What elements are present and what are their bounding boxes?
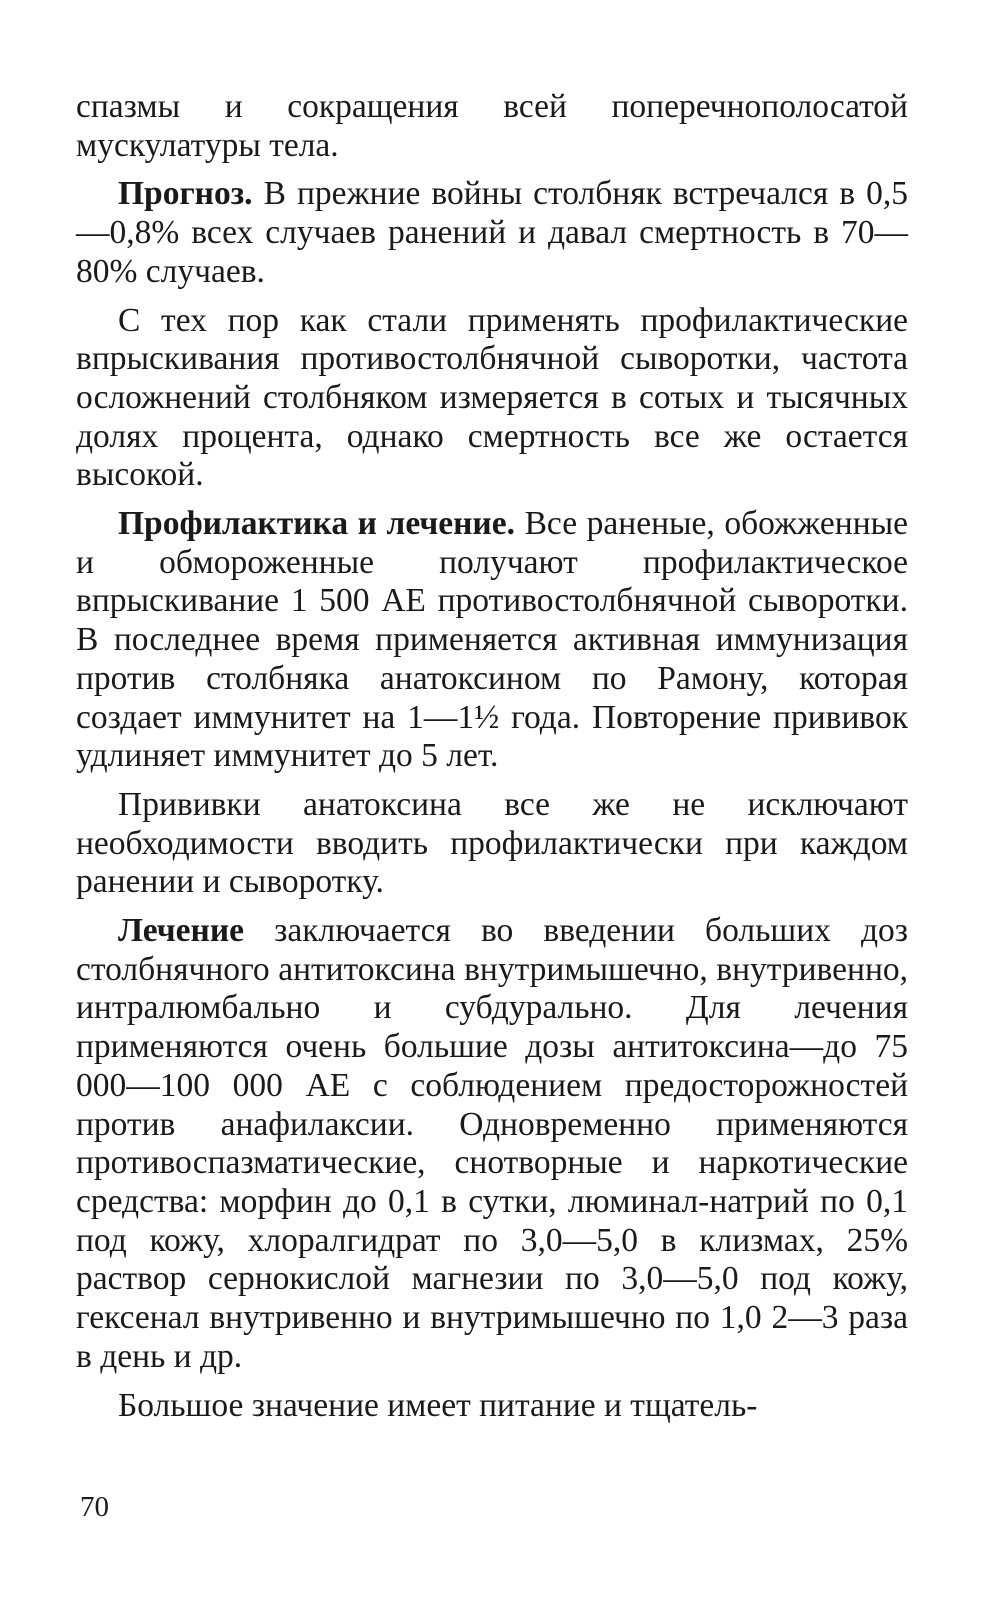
treatment-heading: Лечение xyxy=(118,912,245,950)
paragraph-treatment xyxy=(76,912,908,1376)
paragraph-prophylaxis xyxy=(76,505,908,776)
paragraph-spasms xyxy=(76,88,908,165)
prophylaxis-heading: Профилактика и лечение. xyxy=(118,505,515,543)
paragraph-vaccinations xyxy=(76,786,908,902)
paragraph-spasms-text: спазмы и сокращения всей поперечнополосатой мускулатуры тела. xyxy=(76,88,908,164)
paragraph-vaccinations-text: Прививки анатоксина все же не исключают необходимости вводить профилактически при каждом ранении и сыворотку. xyxy=(76,785,908,901)
paragraph-nutrition xyxy=(76,1387,908,1426)
paragraph-prognosis xyxy=(76,175,908,291)
prophylaxis-text: Все раненые, обожженные и обмороженные получают профилактическое впрыскивание 1 500 АЕ противостолбнячной сыворотки. В последнее время применяется активная иммунизация против столбняка анатоксином по Рамону, которая создает иммунитет на 1—1½ года. Повторение прививок удлиняет иммунитет до 5 лет. xyxy=(76,505,908,775)
paragraph-since-then xyxy=(76,302,908,496)
page-number: 70 xyxy=(80,1491,109,1523)
paragraph-nutrition-text: Большое значение имеет питание и тщатель- xyxy=(118,1386,758,1424)
prognosis-heading: Прогноз. xyxy=(118,175,253,213)
prognosis-text: В прежние войны столбняк встречался в 0,5—0,8% всех случаев ранений и давал смертность в 70—80% случаев. xyxy=(76,175,908,290)
treatment-text: заключается во введении больших доз столбнячного антитоксина внутримышечно, внутривенно, интралюмбально и субдурально. Для лечения применяются очень большие дозы антитоксина—до 75 000—100 000 АЕ с соблюдением предосторожностей против анафилаксии. Одновременно применяются противоспазматические, снотворные и наркотические средства: морфин до 0,1 в сутки, люминал-натрий по 0,1 под кожу, хлоралгидрат по 3,0—5,0 в клизмах, 25% раствор сернокислой магнезии по 3,0—5,0 под кожу, гексенал внутривенно и внутримышечно по 1,0 2—3 раза в день и др. xyxy=(76,912,908,1375)
page-body xyxy=(76,88,908,1425)
paragraph-since-then-text: С тех пор как стали применять профилактические впрыскивания противостолбнячной сыворотки, частота осложнений столбняком измеряется в сотых и тысячных долях процента, однако смертность все же остается высокой. xyxy=(76,301,908,494)
